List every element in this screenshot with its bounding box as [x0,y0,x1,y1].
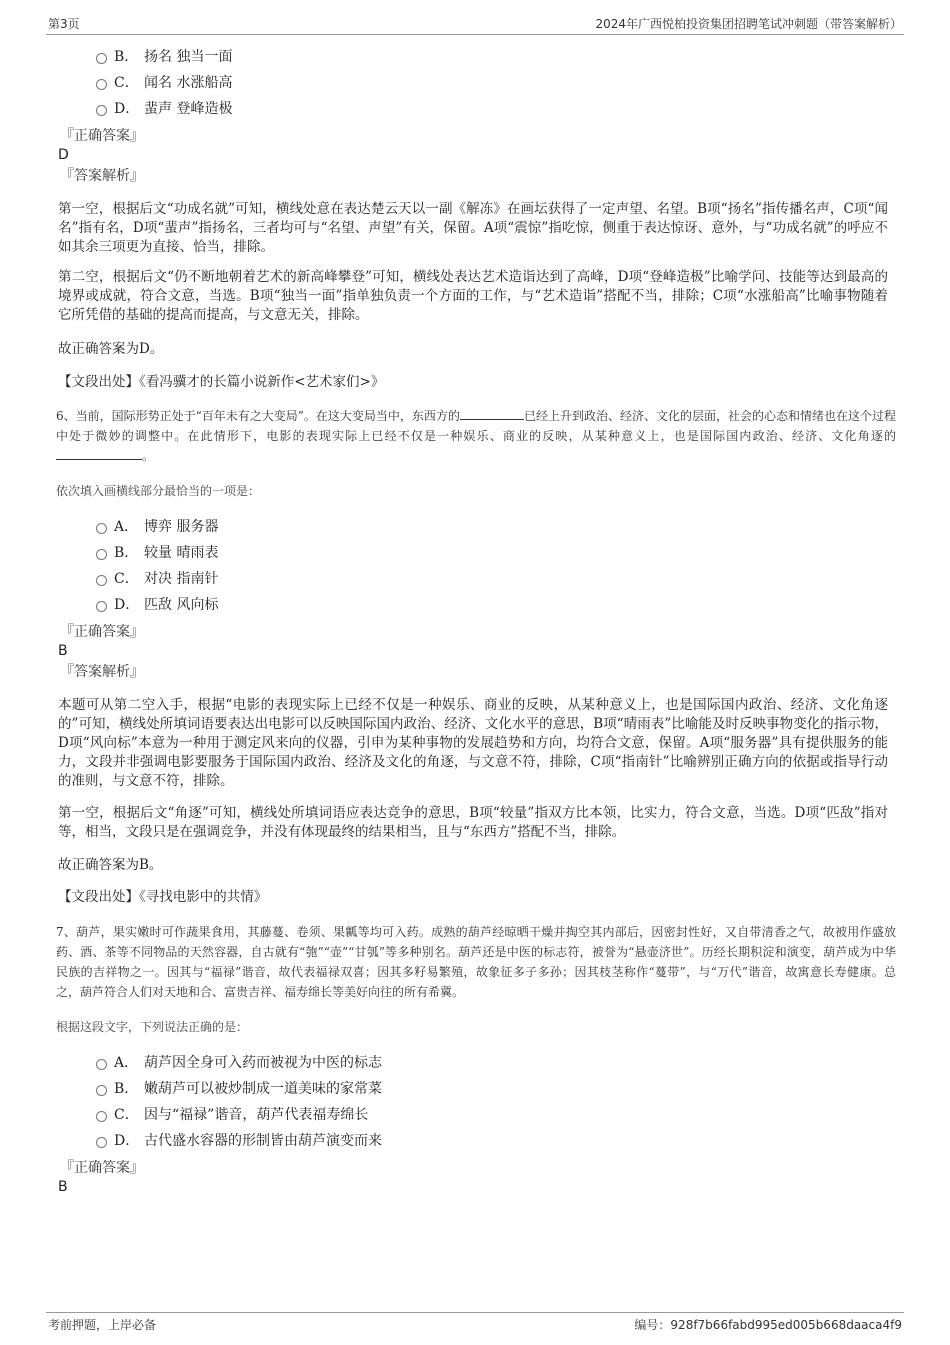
page-header [46,14,904,35]
q5-answer-label: 『正确答案』 [60,128,144,144]
q6-option-c[interactable]: C． 对决 指南针 [56,566,896,592]
q5-options [56,44,896,122]
q6-stem: 6、当前，国际形势正处于“百年未有之大变局”。在这大变局当中，东西方的 已经上升到政治、经济、文化的层面，社会的心态和情绪也在这个过程中处于微妙的调整中。在此情形下，电影的表现实际上已经不仅是一种娱乐、商业的反映，从某种意义上，也是国际国内政治、经济、文化角逐的。 [56,409,896,463]
q7-option-d[interactable]: D． 古代盛水容器的形制皆由葫芦演变而来 [56,1128,896,1154]
q6-prompt: 依次填入画横线部分最恰当的一项是： [56,484,261,498]
q7-stem: 7、葫芦，果实嫩时可作蔬果食用，其藤蔓、卷须、果瓤等均可入药。成熟的葫芦经晾晒干燥并掏空其内部后，因密封性好，又自带清香之气，故被用作盛放药、酒、茶等不同物品的天然容器，自古就有“匏”“壶”“甘瓠”等多种别名。葫芦还是中医的标志符，被誉为“悬壶济世”。历经长期积淀和演变，葫芦成为中华民族的吉祥物之一。因其与“福禄”谐音，故代表福禄双喜；因其多籽易繁殖，故象征多子多孙；因其枝茎称作“蔓带”，与“万代”谐音，故寓意长寿健康。总之，葫芦符合人们对天地和合、富贵吉祥、福寿绵长等美好向往的所有希冀。 [56,925,896,999]
q7-prompt: 根据这段文字，下列说法正确的是： [56,1020,249,1034]
q6-analysis-label: 『答案解析』 [60,664,144,680]
radio-button[interactable] [96,53,107,64]
q6-options [56,514,896,618]
q6-option-a[interactable]: A． 博弈 服务器 [56,514,896,540]
radio-button[interactable] [96,1137,107,1148]
q5-option-d[interactable]: D． 蜚声 登峰造极 [56,96,896,122]
page-number: 第3页 [48,17,80,31]
q7-options [56,1050,896,1154]
q6-analysis-paragraph: 本题可从第二空入手，根据“电影的表现实际上已经不仅是一种娱乐、商业的反映，从某种意义上，也是国际国内政治、经济、文化角逐的”可知，横线处所填词语要表达出电影可以反映国际国内政治、经济、文化水平的意思，B项“晴雨表”比喻能及时反映事物变化的指示物，D项“风向标”本意为一种用于测定风来向的仪器，引申为某种事物的发展趋势和方向，均符合文意，保留。A项“服务器”具有提供服务的能力，文段并非强调电影要服务于国际国内政治、经济及文化的角逐，与文意不符，排除，C项“指南针”比喻辨别正确方向的依据或指导行动的准则，与文意不符，排除。 [58,697,888,789]
q5-analysis-paragraph: 第二空，根据后文“仍不断地朝着艺术的新高峰攀登”可知，横线处表达艺术造诣达到了高峰，D项“登峰造极”比喻学问、技能等达到最高的境界或成就，符合文意，当选。B项“独当一面”指单独负责一个方面的工作，与“艺术造诣”搭配不当，排除；C项“水涨船高”比喻事物随着它所凭借的基础的提高而提高，与文意无关，排除。 [58,269,888,323]
page-footer [46,1312,904,1335]
q7-answer-label: 『正确答案』 [60,1160,144,1176]
radio-button[interactable] [96,1085,107,1096]
q5-analysis-paragraph: 第一空，根据后文“功成名就”可知，横线处意在表达楚云天以一副《解冻》在画坛获得了一定声望、名望。B项“扬名”指传播名声，C项“闻名”指有名，D项“蜚声”指扬名，三者均可与“名望、声望”有关，保留。A项“震惊”指吃惊，侧重于表达惊讶、意外，与“功成名就”的呼应不如其余三项更为直接、恰当，排除。 [58,201,888,255]
q6-option-b[interactable]: B． 较量 晴雨表 [56,540,896,566]
q5-analysis-paragraph: 故正确答案为D。 [58,341,164,357]
q7-option-c[interactable]: C． 因与“福禄”谐音，葫芦代表福寿绵长 [56,1102,896,1128]
radio-button[interactable] [96,105,107,116]
q6-analysis-paragraph: 故正确答案为B。 [58,857,163,873]
q5-option-c[interactable]: C． 闻名 水涨船高 [56,70,896,96]
fill-blank [56,447,142,460]
footer-slogan: 考前押题，上岸必备 [48,1318,157,1332]
q5-answer: D [58,147,69,163]
document-title: 2024年广西悦柏投资集团招聘笔试冲刺题（带答案解析） [595,17,902,31]
radio-button[interactable] [96,549,107,560]
radio-button[interactable] [96,79,107,90]
q6-answer-label: 『正确答案』 [60,624,144,640]
radio-button[interactable] [96,1111,107,1122]
radio-button[interactable] [96,523,107,534]
radio-button[interactable] [96,1059,107,1070]
q7-answer: B [58,1179,68,1195]
radio-button[interactable] [96,575,107,586]
q5-analysis-label: 『答案解析』 [60,168,144,184]
q7-option-a[interactable]: A． 葫芦因全身可入药而被视为中医的标志 [56,1050,896,1076]
q7-option-b[interactable]: B． 嫩葫芦可以被炒制成一道美味的家常菜 [56,1076,896,1102]
radio-button[interactable] [96,601,107,612]
fill-blank [460,407,524,420]
q5-option-b[interactable]: B． 扬名 独当一面 [56,44,896,70]
document-serial: 编号：928f7b66fabd995ed005b668daaca4f9 [634,1318,902,1332]
q5-source: 【文段出处】《看冯骥才的长篇小说新作<艺术家们>》 [58,374,385,390]
q6-answer: B [58,643,68,659]
q6-option-d[interactable]: D． 匹敌 风向标 [56,592,896,618]
q6-source: 【文段出处】《寻找电影中的共情》 [58,889,268,905]
q6-analysis-paragraph: 第一空，根据后文“角逐”可知，横线处所填词语应表达竞争的意思，B项“较量”指双方比本领，比实力，符合文意，当选。D项“匹敌”指对等，相当，文段只是在强调竞争，并没有体现最终的结果相当，且与“东西方”搭配不当，排除。 [58,805,888,840]
